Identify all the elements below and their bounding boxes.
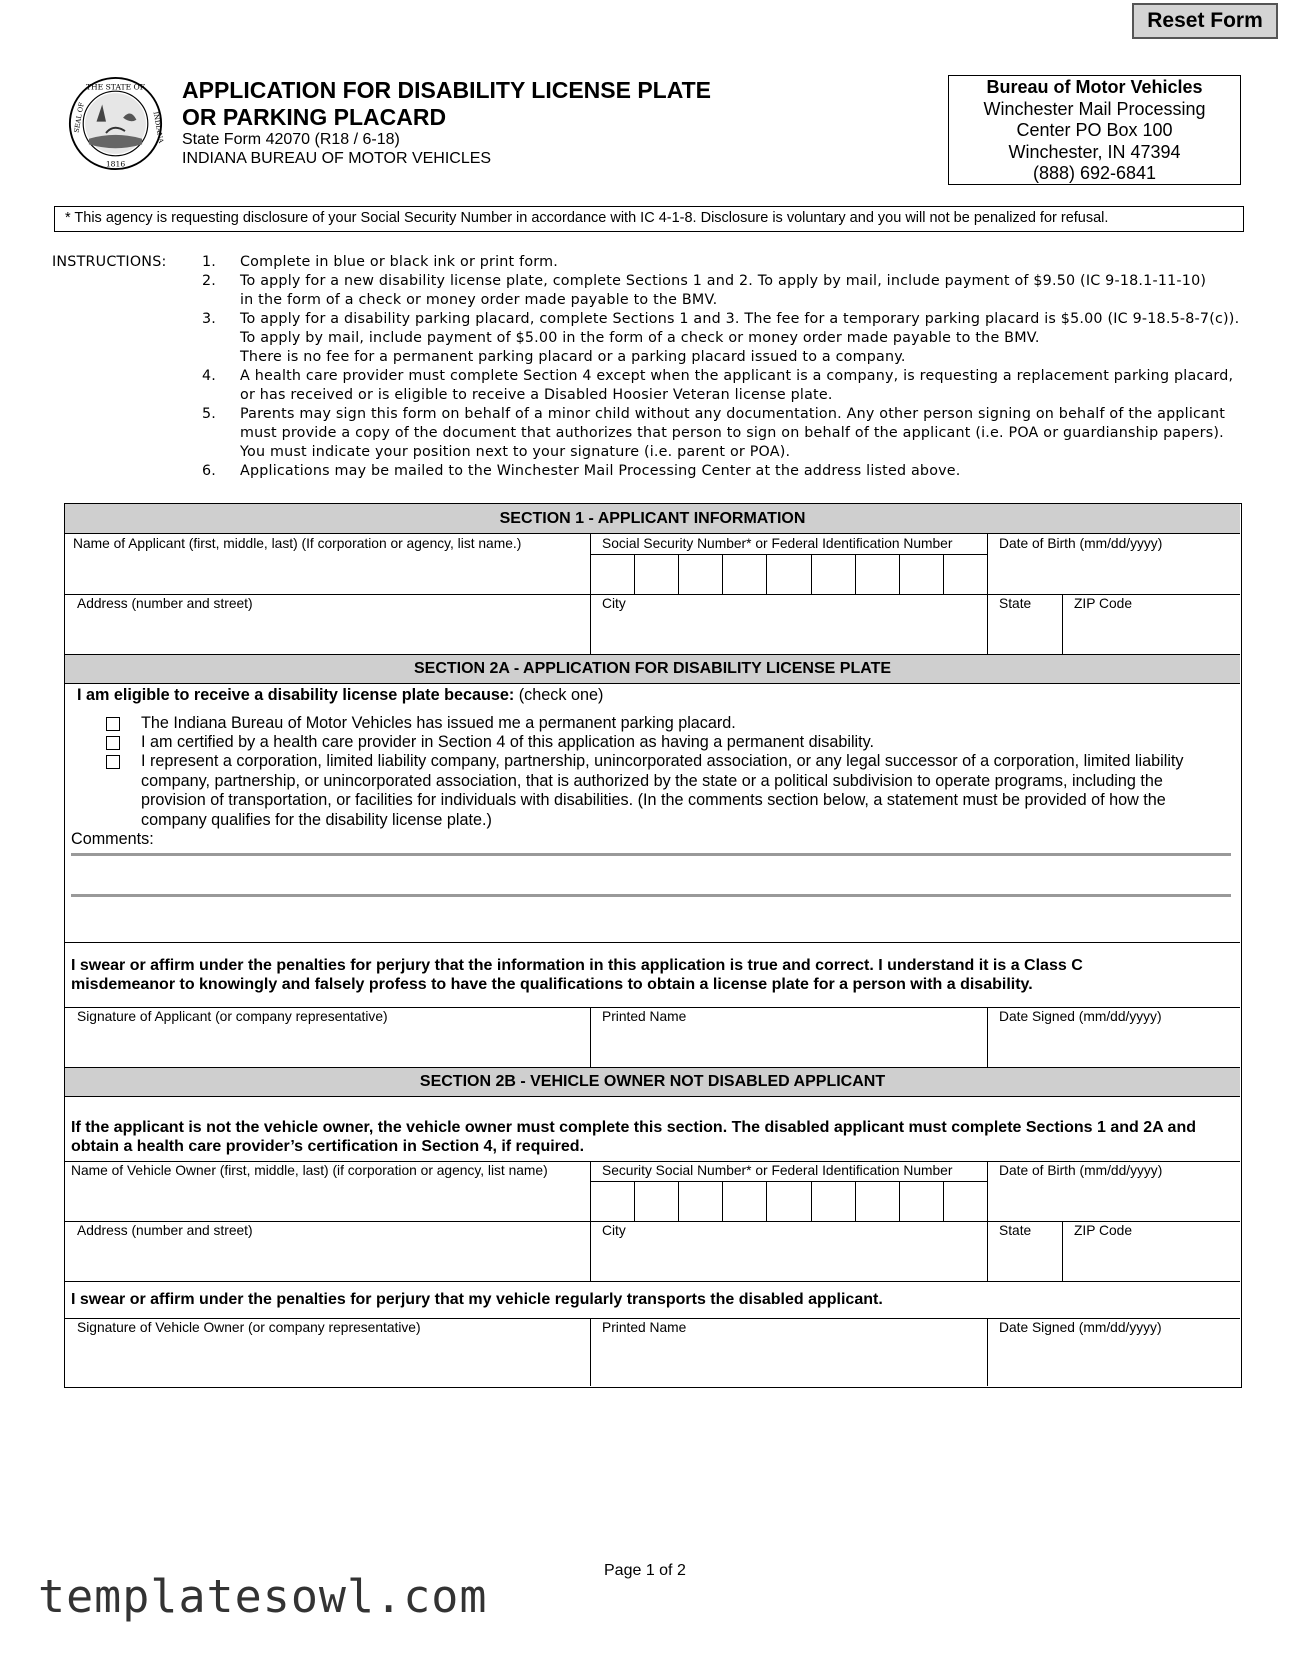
instruction-item xyxy=(202,272,1252,310)
instruction-item xyxy=(202,462,1252,481)
owner-state-label: State xyxy=(999,1223,1032,1238)
instruction-line: Parents may sign this form on behalf of a minor child without any documentation. Any other person signing on behalf of the applicant xyxy=(240,406,1226,422)
zip-label: ZIP Code xyxy=(1074,596,1133,611)
instruction-text xyxy=(240,253,558,272)
form-title-line1: APPLICATION FOR DISABILITY LICENSE PLATE xyxy=(182,77,712,103)
instruction-line: There is no fee for a permanent parking placard or a parking placard issued to a company. xyxy=(240,349,906,365)
watermark: templatesowl.com xyxy=(38,1570,488,1623)
instructions-list xyxy=(202,253,1252,481)
form-title-line2: OR PARKING PLACARD xyxy=(182,104,447,130)
instruction-number: 1. xyxy=(202,254,217,270)
option-permanent-placard: The Indiana Bureau of Motor Vehicles has issued me a permanent parking placard. xyxy=(141,714,736,732)
instruction-number: 4. xyxy=(202,368,217,384)
owner-address-label: Address (number and street) xyxy=(77,1223,253,1238)
owner-date-signed-label: Date Signed (mm/dd/yyyy) xyxy=(999,1320,1162,1335)
ssn-digit-box[interactable] xyxy=(943,554,987,594)
owner-signature-field[interactable] xyxy=(65,1318,590,1386)
instruction-number: 6. xyxy=(202,463,217,479)
instruction-item xyxy=(202,310,1252,367)
agency-name: INDIANA BUREAU OF MOTOR VEHICLES xyxy=(182,150,492,167)
ssn-digit-box[interactable] xyxy=(811,554,855,594)
owner-address-field[interactable] xyxy=(65,1221,590,1281)
instruction-line: A health care provider must complete Section 4 except when the applicant is a company, is requesting a replacement parking placard, xyxy=(240,368,1234,384)
health-care-certified-checkbox[interactable] xyxy=(106,736,120,750)
state-label: State xyxy=(999,596,1032,611)
ssn-digit-box[interactable] xyxy=(722,1181,766,1221)
printed-name-label: Printed Name xyxy=(602,1009,687,1024)
instruction-item xyxy=(202,367,1252,405)
ssn-digit-box[interactable] xyxy=(811,1181,855,1221)
instruction-line: To apply for a new disability license plate, complete Sections 1 and 2. To apply by mail, include payment of $9.50 (IC 9-18.1-11-10) xyxy=(240,273,1207,289)
vehicle-owner-note-line2: obtain a health care provider’s certification in Section 4, if required. xyxy=(71,1138,585,1155)
option-company-line: company qualifies for the disability license plate.) xyxy=(141,810,492,829)
instruction-item xyxy=(202,253,1252,272)
reset-form-button[interactable]: Reset Form xyxy=(1132,3,1278,39)
owner-zip-label: ZIP Code xyxy=(1074,1223,1133,1238)
instruction-number: 2. xyxy=(202,273,217,289)
instruction-line: To apply by mail, include payment of $5.00 in the form of a check or money order made payable to the BMV. xyxy=(240,330,1040,346)
state-field[interactable] xyxy=(987,594,1062,654)
instruction-line: must provide a copy of the document that authorizes that person to sign on behalf of the applicant (i.e. POA or guardianship papers). xyxy=(240,425,1224,441)
instruction-text xyxy=(240,272,1206,310)
option-company-line: I represent a corporation, limited liability company, partnership, unincorporated association, or any legal successor of a corporation, limited liability xyxy=(141,752,1184,770)
applicant-name-label: Name of Applicant (first, middle, last) (If corporation or agency, list name.) xyxy=(73,536,522,551)
ssn-digit-box[interactable] xyxy=(678,554,722,594)
permanent-placard-checkbox[interactable] xyxy=(106,717,120,731)
bmv-address-box xyxy=(948,75,1241,185)
date-signed-field[interactable] xyxy=(987,1007,1240,1067)
company-representative-checkbox[interactable] xyxy=(106,755,120,769)
bmv-phone: (888) 692-6841 xyxy=(1032,163,1157,183)
date-signed-label: Date Signed (mm/dd/yyyy) xyxy=(999,1009,1162,1024)
instruction-number: 5. xyxy=(202,406,217,422)
applicant-signature-label: Signature of Applicant (or company representative) xyxy=(77,1009,388,1024)
page-number: Page 1 of 2 xyxy=(604,1562,686,1579)
dob-label: Date of Birth (mm/dd/yyyy) xyxy=(999,536,1163,551)
option-health-care-certified: I am certified by a health care provider in Section 4 of this application as having a permanent disability. xyxy=(141,733,875,751)
section1-heading: SECTION 1 - APPLICANT INFORMATION xyxy=(65,504,1240,534)
owner-ssn-label: Security Social Number* or Federal Identification Number xyxy=(602,1163,953,1178)
ssn-disclosure-notice: * This agency is requesting disclosure of your Social Security Number in accordance with IC 4-1-8. Disclosure is voluntary and you will not be penalized for refusal. xyxy=(54,206,1244,232)
printed-name-field[interactable] xyxy=(590,1007,987,1067)
instruction-item xyxy=(202,405,1252,462)
instruction-text xyxy=(240,367,1233,405)
ssn-digit-box[interactable] xyxy=(899,554,943,594)
applicant-name-field[interactable] xyxy=(65,534,590,594)
bmv-name: Bureau of Motor Vehicles xyxy=(986,77,1203,97)
instruction-text xyxy=(240,310,1239,367)
application-form xyxy=(64,503,1242,1388)
perjury-statement-line1: I swear or affirm under the penalties for perjury that the information in this application is true and correct. I understand it is a Class C xyxy=(71,957,1083,974)
instruction-text xyxy=(240,462,961,481)
ssn-digit-box[interactable] xyxy=(899,1181,943,1221)
ssn-digit-box[interactable] xyxy=(855,1181,899,1221)
instruction-number: 3. xyxy=(202,311,217,327)
ssn-digit-box[interactable] xyxy=(634,1181,678,1221)
owner-dob-label: Date of Birth (mm/dd/yyyy) xyxy=(999,1163,1163,1178)
svg-text:SEAL OF: SEAL OF xyxy=(72,101,86,134)
bmv-address-line: Winchester Mail Processing xyxy=(983,98,1206,119)
instruction-line: or has received or is eligible to receive a Disabled Hoosier Veteran license plate. xyxy=(240,387,833,403)
svg-text:THE STATE OF: THE STATE OF xyxy=(85,82,146,92)
ssn-digit-box[interactable] xyxy=(766,1181,810,1221)
address-field[interactable] xyxy=(65,594,590,654)
instruction-line: To apply for a disability parking placard, complete Sections 1 and 3. The fee for a temporary parking placard is $5.00 (IC 9-18.5-8-7(c)). xyxy=(240,311,1240,327)
instruction-text xyxy=(240,405,1225,462)
vehicle-owner-note-line1: If the applicant is not the vehicle owner, the vehicle owner must complete this section. The disabled applicant must complete Sections 1 and 2A and xyxy=(71,1119,1196,1136)
instruction-line: in the form of a check or money order made payable to the BMV. xyxy=(240,292,718,308)
comments-label: Comments: xyxy=(71,830,154,848)
owner-printed-name-label: Printed Name xyxy=(602,1320,687,1335)
ssn-digit-box[interactable] xyxy=(766,554,810,594)
form-number: State Form 42070 (R18 / 6-18) xyxy=(182,131,400,148)
owner-date-signed-field[interactable] xyxy=(987,1318,1240,1386)
owner-city-label: City xyxy=(602,1223,626,1238)
ssn-label: Social Security Number* or Federal Identification Number xyxy=(602,536,953,551)
comments-field[interactable] xyxy=(65,849,1240,939)
owner-ssn-digit-boxes[interactable] xyxy=(590,1181,987,1221)
ssn-digit-box[interactable] xyxy=(722,554,766,594)
eligibility-statement xyxy=(77,686,603,706)
indiana-state-seal xyxy=(68,76,163,171)
city-label: City xyxy=(602,596,626,611)
instruction-line: Applications may be mailed to the Winchester Mail Processing Center at the address listed above. xyxy=(240,463,961,479)
eligibility-note: (check one) xyxy=(514,686,604,704)
option-company-line: provision of transportation, or facilities for individuals with disabilities. (In the comments section below, a statement must be provided of how the xyxy=(141,791,1166,809)
bmv-address-line: Winchester, IN 47394 xyxy=(1008,141,1181,162)
owner-signature-label: Signature of Vehicle Owner (or company representative) xyxy=(77,1320,421,1335)
bmv-address-line: Center PO Box 100 xyxy=(1016,120,1173,140)
city-field[interactable] xyxy=(590,594,987,654)
owner-name-field[interactable] xyxy=(65,1161,590,1221)
owner-printed-name-field[interactable] xyxy=(590,1318,987,1386)
owner-zip-field[interactable] xyxy=(1062,1221,1240,1281)
option-company-line: company, partnership, or unincorporated association, that is authorized by the state or a political subdivision to operate programs, including the xyxy=(141,771,1163,790)
svg-text:INDIANA: INDIANA xyxy=(151,111,165,144)
owner-city-field[interactable] xyxy=(590,1221,987,1281)
svg-text:1816: 1816 xyxy=(105,159,126,169)
instruction-line: Complete in blue or black ink or print form. xyxy=(240,254,558,270)
instruction-line: You must indicate your position next to your signature (i.e. parent or POA). xyxy=(240,444,791,460)
ssn-digit-box[interactable] xyxy=(943,1181,987,1221)
option-company-representative xyxy=(141,752,1236,830)
instructions-label: INSTRUCTIONS: xyxy=(52,254,167,270)
zip-field[interactable] xyxy=(1062,594,1240,654)
applicant-signature-field[interactable] xyxy=(65,1007,590,1067)
perjury-statement-line2: misdemeanor to knowingly and falsely profess to have the qualifications to obtain a license plate for a person with a disability. xyxy=(71,976,1033,993)
ssn-digit-box[interactable] xyxy=(855,554,899,594)
owner-perjury-statement: I swear or affirm under the penalties for perjury that my vehicle regularly transports the disabled applicant. xyxy=(71,1291,883,1308)
owner-dob-field[interactable] xyxy=(987,1161,1240,1221)
ssn-digit-box[interactable] xyxy=(634,554,678,594)
section2b-heading: SECTION 2B - VEHICLE OWNER NOT DISABLED APPLICANT xyxy=(65,1067,1240,1097)
ssn-digit-boxes[interactable] xyxy=(590,554,987,594)
dob-field[interactable] xyxy=(987,534,1240,594)
ssn-digit-box[interactable] xyxy=(678,1181,722,1221)
ssn-digit-box[interactable] xyxy=(590,554,634,594)
owner-state-field[interactable] xyxy=(987,1221,1062,1281)
section2a-heading: SECTION 2A - APPLICATION FOR DISABILITY LICENSE PLATE xyxy=(65,654,1240,684)
address-label: Address (number and street) xyxy=(77,596,253,611)
owner-name-label: Name of Vehicle Owner (first, middle, last) (if corporation or agency, list name) xyxy=(71,1163,548,1178)
ssn-digit-box[interactable] xyxy=(590,1181,634,1221)
eligibility-bold: I am eligible to receive a disability license plate because: xyxy=(77,686,515,704)
